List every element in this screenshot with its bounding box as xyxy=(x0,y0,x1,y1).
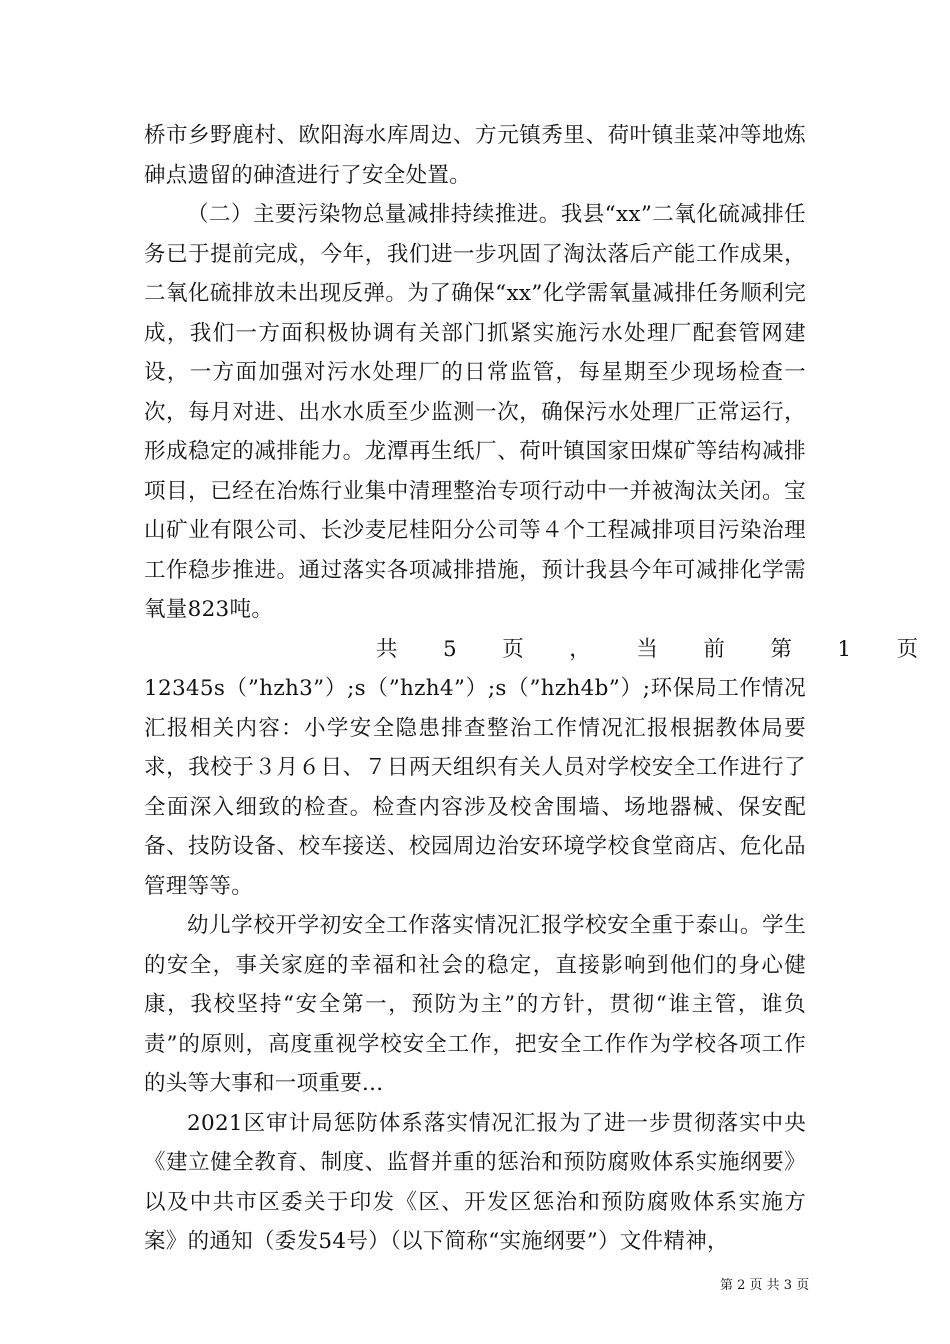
paragraph-kindergarten-safety: 幼儿学校开学初安全工作落实情况汇报学校安全重于泰山。学生的安全，事关家庭的幸福和社会的稳定，直接影响到他们的身心健康，我校坚持“安全第一，预防为主”的方针，贯彻“谁主管，谁负责”的原则，高度重视学校安全工作，把安全工作作为学校各项工作的头等大事和一项重要... xyxy=(144,913,806,1096)
paragraph-continuation: 桥市乡野鹿村、欧阳海水库周边、方元镇秀里、荷叶镇韭菜冲等地炼砷点遗留的砷渣进行了安全处置。 xyxy=(144,123,806,188)
paragraph-related-content: 12345s（”hzh3”）;s（”hzh4”）;s（”hzh4b”）;环保局工作情况汇报相关内容：小学安全隐患排查整治工作情况汇报根据教体局要求，我校于３月６日、７日两天组织有关人员对学校安全工作进行了全面深入细致的检查。检查内容涉及校舍围墙、场地器械、保安配备、技防设备、校车接送、校园周边治安环境学校食堂商店、危化品管理等等。 xyxy=(144,676,806,899)
paragraph-audit-bureau: 2021区审计局惩防体系落实情况汇报为了进一步贯彻落实中央《建立健全教育、制度、监督并重的惩治和预防腐败体系实施纲要》以及中共市区委关于印发《区、开发区惩治和预防腐败体系实施方案》的通知（委发54号）（以下简称“实施纲要”）文件精神， xyxy=(144,1110,806,1254)
document-body xyxy=(144,116,928,1262)
inline-page-marker: 共 5 页 ， 当 前 第 1 页 xyxy=(376,636,928,662)
paragraph-emission-reduction: （二）主要污染物总量减排持续推进。我县“xx”二氧化硫减排任务已于提前完成，今年，我们进一步巩固了淘汰落后产能工作成果，二氧化硫排放未出现反弹。为了确保“xx”化学需氧量减排任务顺利完成，我们一方面积极协调有关部门抓紧实施污水处理厂配套管网建设，一方面加强对污水处理厂的日常监管，每星期至少现场检查一次，每月对进、出水水质至少监测一次，确保污水处理厂正常运行，形成稳定的减排能力。龙潭再生纸厂、荷叶镇国家田煤矿等结构减排项目，已经在冶炼行业集中清理整治专项行动中一并被淘汰关闭。宝山矿业有限公司、长沙麦尼桂阳分公司等４个工程减排项目污染治理工作稳步推进。通过落实各项减排措施，预计我县今年可减排化学需氧量823吨。 xyxy=(144,202,806,622)
page-footer: 第 2 页 共 3 页 xyxy=(720,1278,810,1293)
